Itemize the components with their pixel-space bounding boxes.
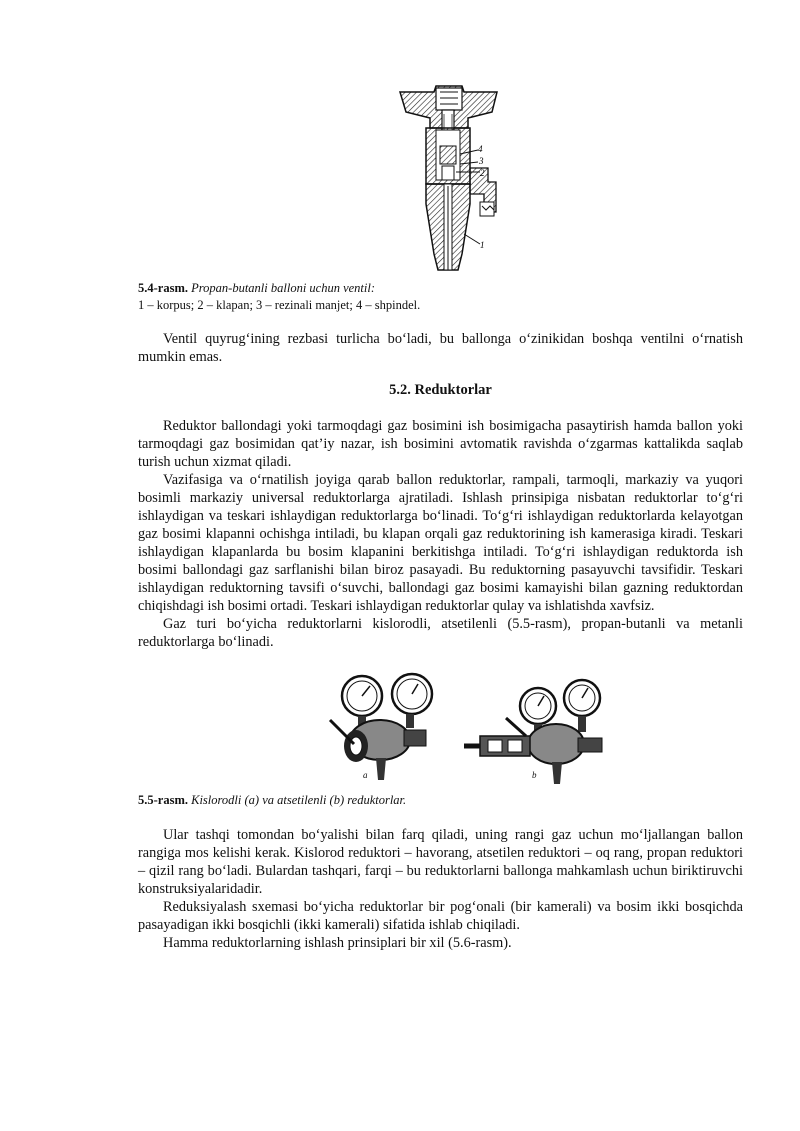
paragraph: Reduksiyalash sxemasi bo‘yicha reduktorlar bir pog‘onali (bir kamerali) va bosim ikki bosqichda pasayadigan ikki bosqichli (ikki kamerali) sifatida ishlab chiqiladi.: [138, 899, 743, 933]
callout-1: 1: [480, 240, 485, 250]
subfigure-label-a: a: [363, 770, 368, 780]
caption-title: Kislorodli (a) va atsetilenli (b) reduktorlar.: [191, 793, 407, 807]
caption-label: 5.5-rasm.: [138, 793, 188, 807]
figure-caption-5-4: [138, 280, 375, 297]
section-body: [138, 417, 743, 651]
paragraph: Vazifasiga va o‘rnatilish joyiga qarab ballon reduktorlar, rampali, tarmoqli, markaziy va yuqori bosimli markaziy universal reduktorlarga ajratiladi. Ishlash prinsipiga nisbatan reduktorlar to‘g‘ri ishlaydigan va teskari ishlaydigan reduktorlarga bo‘linadi. To‘g‘ri ishlaydigan reduktorlarda kelayotgan gaz bosimi klapanni ochishga intiladi, bu klapan orqali gaz reduktorining ish kamerasiga kiradi. Teskari ishlaydigan klapanlarda bu bosim klapanini berkitishga intiladi. To‘g‘ri ishlaydigan reduktorda ish bosimi ballondagi gaz sarflanishi bilan biroz pasayadi. Bu reduktorning pasayuvchi tavsifidir. Teskari ishlaydigan reduktorning tavsifi o‘suvchi, ballondagi gaz bosimi kamayishi bilan gazning reduktordan chiqishdagi ish bosimi ortadi. Teskari ishlaydigan reduktorlar qulay va ishlatishda xavfsiz.: [138, 472, 743, 614]
closing-body: [138, 826, 743, 952]
paragraph: Hamma reduktorlarning ishlash prinsiplari bir xil (5.6-rasm).: [163, 935, 512, 951]
callout-3: 3: [479, 156, 484, 166]
paragraph: Gaz turi bo‘yicha reduktorlarni kislorodli, atsetilenli (5.5-rasm), propan-butanli va metanli reduktorlarga bo‘linadi.: [138, 616, 743, 650]
intro-paragraph: [138, 330, 743, 366]
paragraph: Reduktor ballondagi yoki tarmoqdagi gaz bosimini ish bosimigacha pasaytirish hamda ballon yoki tarmoqdagi gaz bosimidan qat’iy nazar, ish bosimini avtomatik ravishda o‘zgarmas kattalikda saqlab turish uchun xizmat qiladi.: [138, 418, 743, 470]
caption-label: 5.4-rasm.: [138, 281, 188, 295]
caption-title: Propan-butanli balloni uchun ventil:: [191, 281, 376, 295]
paragraph: Ular tashqi tomondan bo‘yalishi bilan farq qiladi, uning rangi gaz uchun mo‘ljallangan ballon rangiga mos kelishi kerak. Kislorod reduktori – havorang, atsetilen reduktori – oq rang, propan reduktori – qizil rang bo‘ladi. Bulardan tashqari, farqi – bu reduktorlarni ballonga mahkamlash uchun biriktiruvchi konstruksiyalaridadir.: [138, 827, 743, 897]
paragraph: Ventil quyrug‘ining rezbasi turlicha bo‘ladi, bu ballonga o‘zinikidan boshqa ventilni o‘rnatish mumkin emas.: [138, 331, 743, 365]
valve-diagram: [396, 84, 501, 276]
subfigure-label-b: b: [532, 770, 537, 780]
figure-caption-5-5: [138, 792, 406, 809]
callout-2: 2: [480, 168, 485, 178]
callout-4: 4: [478, 144, 483, 154]
section-heading: 5.2. Reduktorlar: [389, 382, 492, 398]
figure-legend-5-4: 1 – korpus; 2 – klapan; 3 – rezinali manjet; 4 – shpindel.: [138, 298, 421, 312]
oxygen-regulator-illustration: [320, 672, 440, 784]
